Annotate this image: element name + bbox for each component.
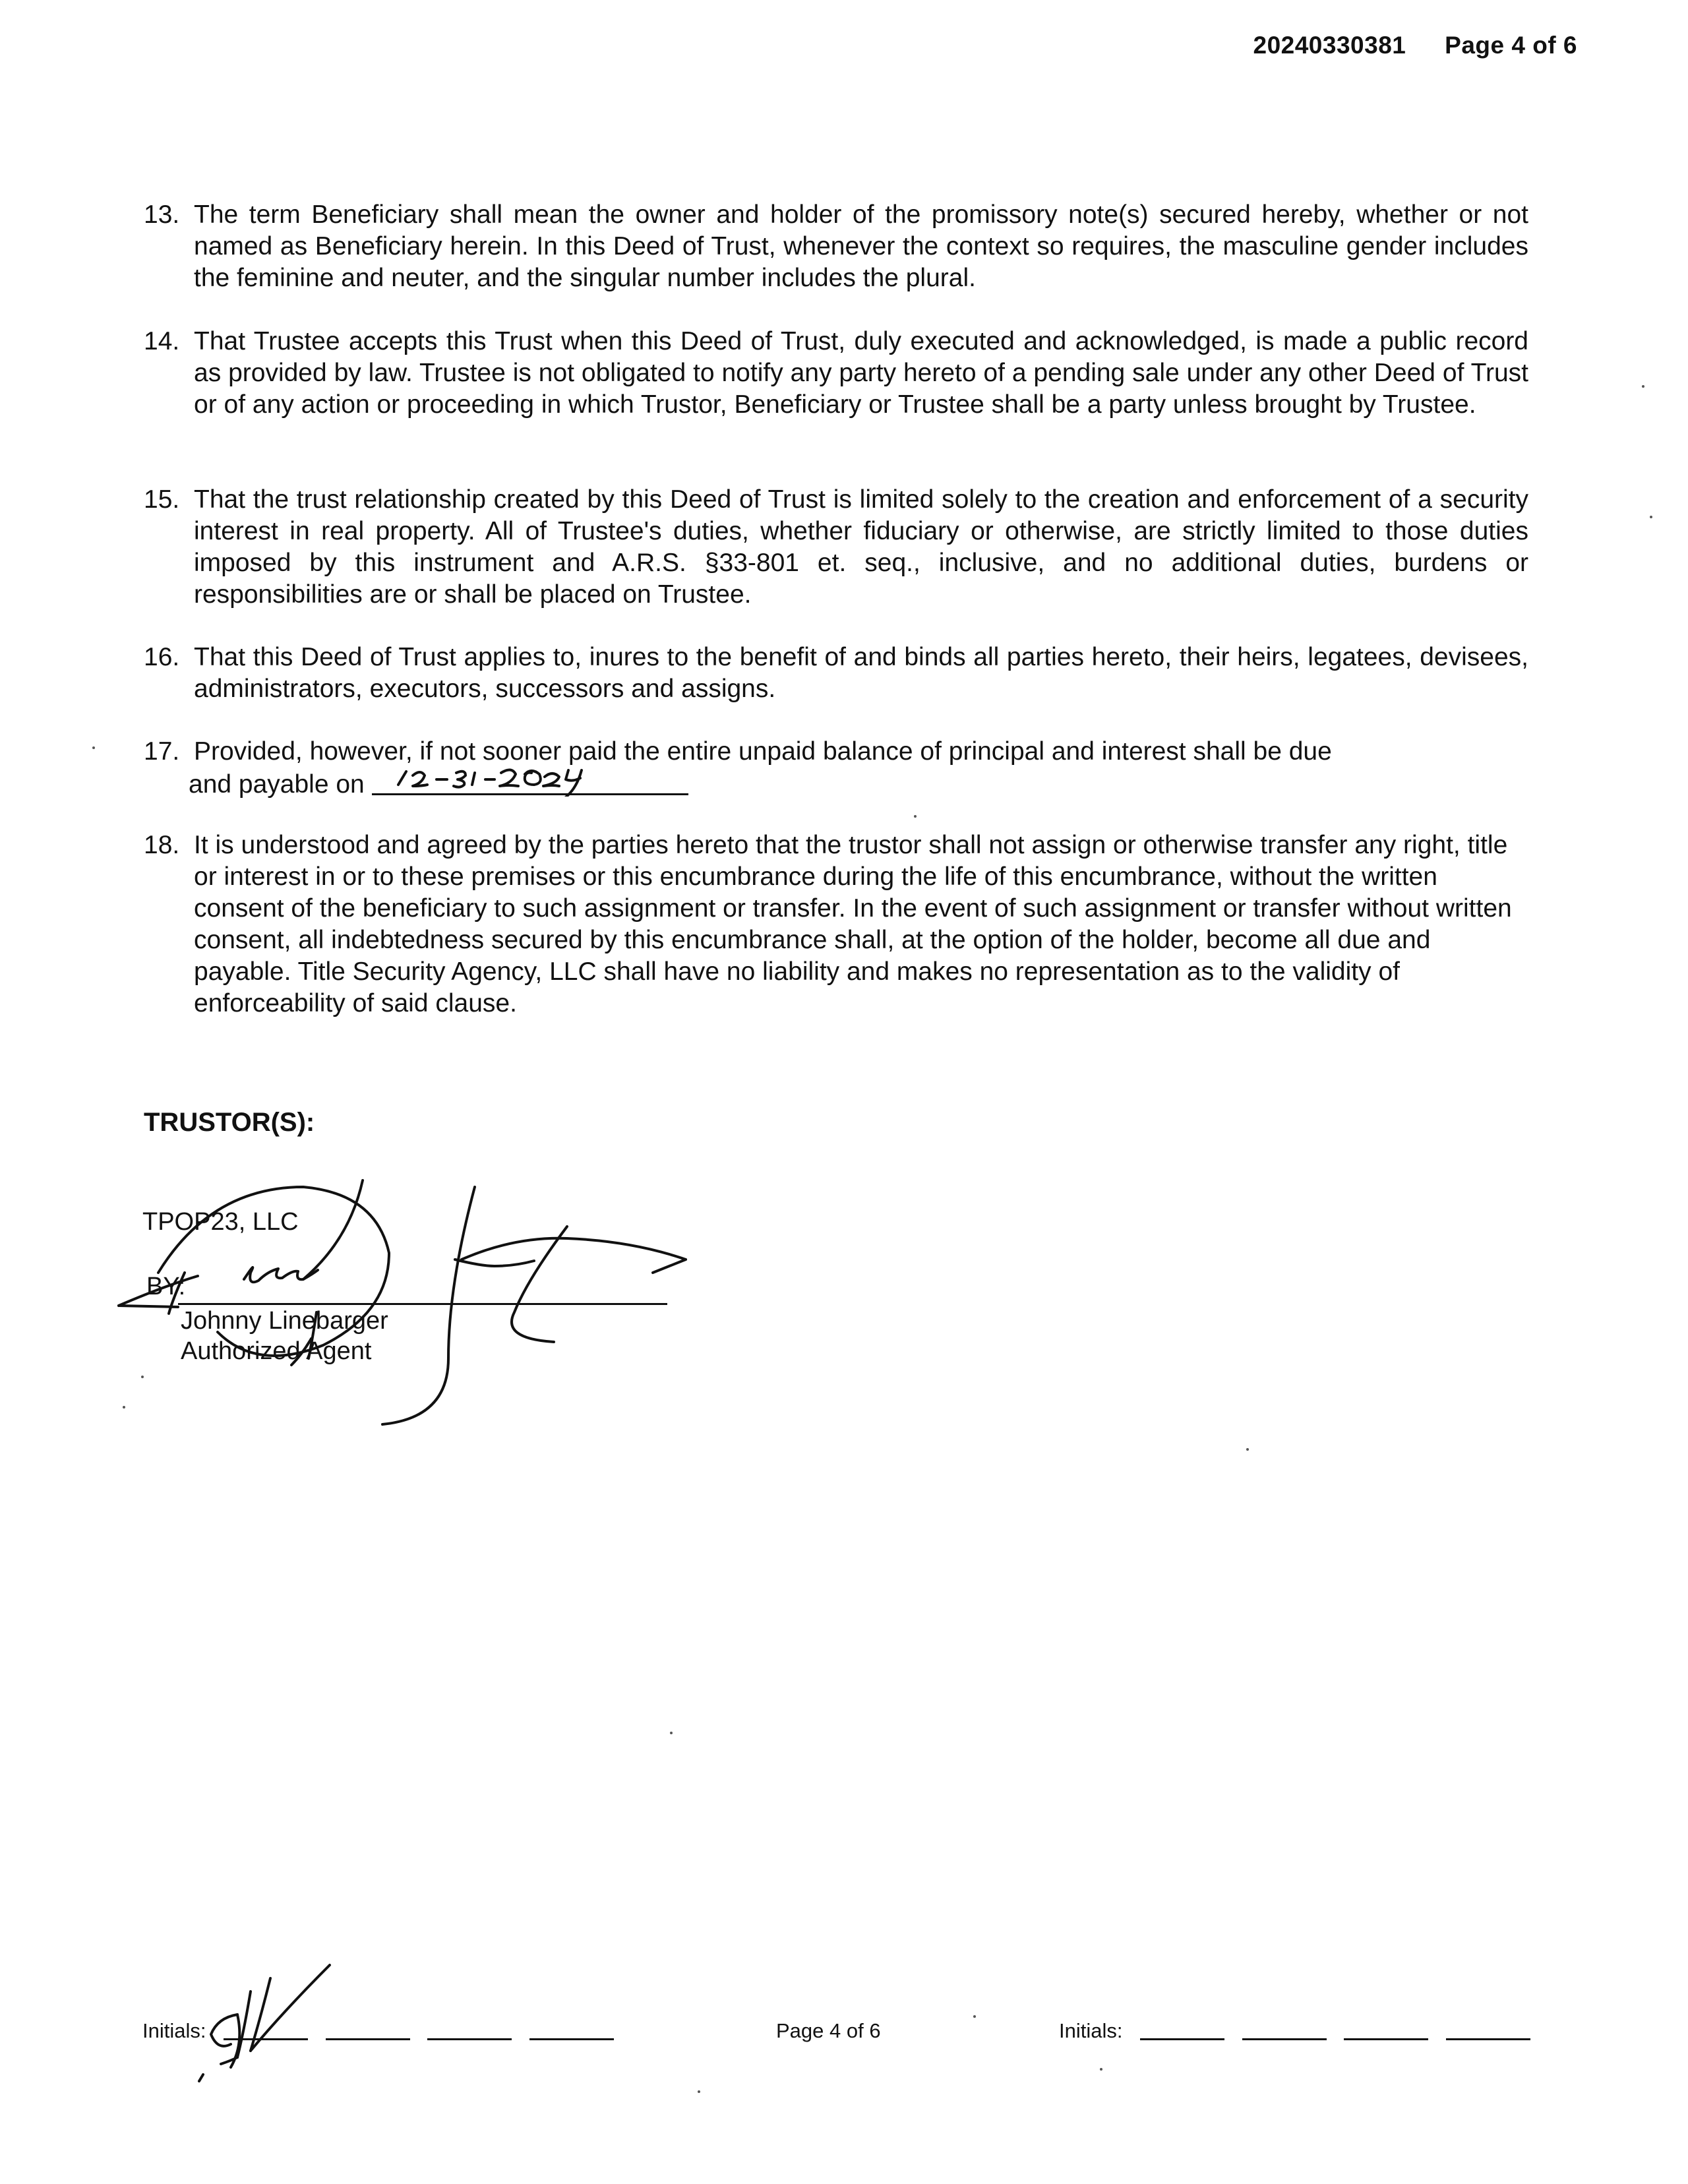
handwritten-due-date — [372, 768, 688, 797]
scan-speck — [1642, 385, 1644, 388]
scan-speck — [698, 2090, 700, 2093]
footer-right-initials — [1059, 2019, 1530, 2043]
initials-blank[interactable] — [1446, 2021, 1530, 2040]
header-page-label: Page 4 of 6 — [1445, 32, 1577, 59]
clause-text-line-1: Provided, however, if not sooner paid the entire unpaid balance of principal and interest shall be due — [194, 737, 1332, 766]
clause-number: 16. — [144, 643, 180, 671]
clause-text: That Trustee accepts this Trust when this Deed of Trust, duly executed and acknowledged, is made a public record as provided by law. Trustee is not obligated to notify any party hereto of a pending sale under any other Deed of Trust or of any action or proceeding in which Trustor, Beneficiary or Trustee shall be a party unless brought by Trustee. — [194, 327, 1528, 419]
clause-18 — [144, 830, 1528, 1019]
initials-blank[interactable] — [427, 2021, 512, 2040]
scan-speck — [914, 815, 917, 818]
clause-text-line-2 — [189, 768, 1528, 801]
entity-name: TPOP23, LLC — [142, 1208, 299, 1236]
clause-number: 18. — [144, 831, 180, 859]
clause-16 — [144, 642, 1528, 705]
initials-label: Initials: — [1059, 2019, 1123, 2042]
clause-number: 15. — [144, 485, 180, 514]
clause-number: 14. — [144, 327, 180, 355]
signer-name: Johnny Linebarger — [181, 1307, 388, 1335]
clause-text: That the trust relationship created by this Deed of Trust is limited solely to the creation and enforcement of a security interest in real property. All of Trustee's duties, whether fiduciary or otherwise, are strictly limited to those duties imposed by this instrument and A.R.S. §33-801 et. seq., inclusive, and no additional duties, burdens or responsibilities are or shall be placed on Trustee. — [194, 485, 1528, 609]
scan-speck — [1100, 2068, 1102, 2071]
initials-blank[interactable] — [1344, 2021, 1428, 2040]
scan-speck — [123, 1406, 125, 1409]
initials-label: Initials: — [142, 2019, 206, 2042]
scan-speck — [973, 2015, 976, 2018]
clause-number: 17. — [144, 737, 180, 766]
trustor-signature — [106, 1161, 765, 1438]
clause-15 — [144, 484, 1528, 611]
by-label: BY: — [146, 1273, 186, 1300]
scan-speck — [670, 1732, 673, 1734]
initials-blank[interactable] — [529, 2021, 614, 2040]
initials-signature — [191, 1952, 349, 2084]
signer-role: Authorized Agent — [181, 1337, 372, 1365]
scan-speck — [141, 1376, 144, 1378]
page-header — [1253, 32, 1578, 59]
footer-page-label: Page 4 of 6 — [776, 2019, 881, 2042]
handwritten-date-ink — [372, 744, 688, 797]
trustors-heading: TRUSTOR(S): — [144, 1108, 315, 1137]
scan-speck — [1246, 1448, 1249, 1451]
scan-speck — [92, 746, 95, 749]
scan-speck — [1650, 516, 1652, 518]
clause-14 — [144, 326, 1528, 421]
due-date-label: and payable on — [189, 770, 365, 799]
clause-number: 13. — [144, 200, 180, 229]
clause-text: It is understood and agreed by the parties hereto that the trustor shall not assign or otherwise transfer any right, title or interest in or to these premises or this encumbrance during the life of this encumbrance, without the written consent of the beneficiary to such assignment or transfer. In the event of such assignment or transfer without written consent, all indebtedness secured by this encumbrance shall, at the option of the holder, become all due and payable. Title Security Agency, LLC shall have no liability and makes no representation as to the validity of enforceability of said clause. — [194, 831, 1512, 1017]
clause-17 — [144, 736, 1528, 801]
initials-blank[interactable] — [1140, 2021, 1224, 2040]
document-number: 20240330381 — [1253, 32, 1406, 59]
clause-text: The term Beneficiary shall mean the owner and holder of the promissory note(s) secured hereby, whether or not named as Beneficiary herein. In this Deed of Trust, whenever the context so requires, the masculine gender includes the feminine and neuter, and the singular number includes the plural. — [194, 200, 1528, 292]
initials-blank[interactable] — [1242, 2021, 1327, 2040]
clause-text: That this Deed of Trust applies to, inures to the benefit of and binds all parties hereto, their heirs, legatees, devisees, administrators, executors, successors and assigns. — [194, 643, 1528, 703]
clause-13 — [144, 199, 1528, 294]
